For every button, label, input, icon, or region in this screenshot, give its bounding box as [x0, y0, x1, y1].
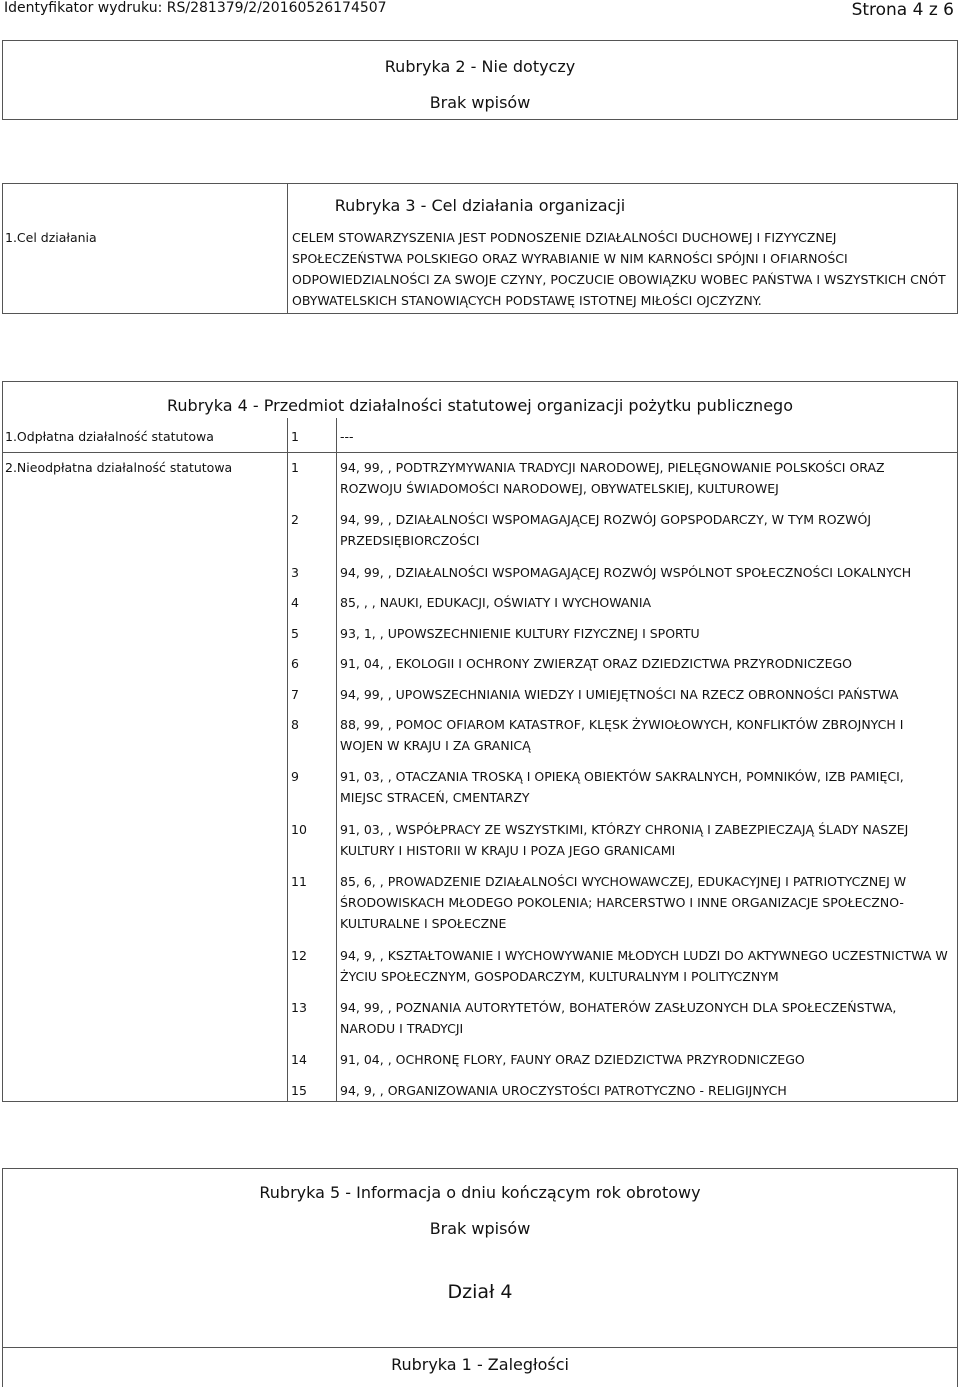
item-number: 11 [291, 874, 307, 889]
rubryka-4-title: Rubryka 4 - Przedmiot działalności statutowej organizacji pożytku publicznego [167, 396, 793, 415]
item-number: 9 [291, 769, 299, 784]
item-text: 93, 1, , UPOWSZECHNIENIE KULTURY FIZYCZNEJ I SPORTU [340, 626, 700, 641]
rubryka-5-note: Brak wpisów [429, 1219, 531, 1238]
item-number: 5 [291, 626, 299, 641]
item-text: 94, 99, , DZIAŁALNOŚCI WSPOMAGAJĄCEJ ROZWÓJ GOPSPODARCZY, W TYM ROZWÓJ PRZEDSIĘBIORCZOŚCI [340, 512, 872, 548]
nieodplatna-label: 2.Nieodpłatna działalność statutowa [5, 460, 233, 475]
cel-dzialania-text: CELEM STOWARZYSZENIA JEST PODNOSZENIE DZIAŁALNOŚCI DUCHOWEJ I FIZYYCZNEJ SPOŁECZEŃSTWA POLSKIEGO ORAZ WYRABIANIE W NIM KARNOŚCI SPÓJNI I OFIARNOŚCI ODPOWIEDZIALNOŚCI ZA SWOJE CZYNY, POCZUCIE OBOWIĄZKU WOBEC PAŃSTWA I WSZYSTKICH CNÓT OBYWATELSKICH STANOWIĄCYCH PODSTAWĘ ISTOTNEJ MIŁOŚCI OJCZYZNY. [292, 230, 946, 308]
odplatna-number: 1 [291, 429, 299, 444]
rubryka-4-section [2, 381, 958, 1102]
item-text: 94, 99, , UPOWSZECHNIANIA WIEDZY I UMIEJĘTNOŚCI NA RZECZ OBRONNOŚCI PAŃSTWA [340, 687, 899, 702]
item-text: 91, 04, , EKOLOGII I OCHRONY ZWIERZĄT ORAZ DZIEDZICTWA PRZYRODNICZEGO [340, 656, 852, 671]
rubryka-2-note: Brak wpisów [429, 93, 531, 112]
item-number: 7 [291, 687, 299, 702]
item-text: 91, 04, , OCHRONĘ FLORY, FAUNY ORAZ DZIEDZICTWA PRZYRODNICZEGO [340, 1052, 805, 1067]
item-number: 8 [291, 717, 299, 732]
item-number: 2 [291, 512, 299, 527]
rubryka-3-title: Rubryka 3 - Cel działania organizacji [334, 196, 626, 215]
item-text: 88, 99, , POMOC OFIAROM KATASTROF, KLĘSK ŻYWIOŁOWYCH, KONFLIKTÓW ZBROJNYCH I WOJEN W KRAJU I ZA GRANICĄ [340, 717, 904, 753]
item-text: 94, 99, , PODTRZYMYWANIA TRADYCJI NARODOWEJ, PIELĘGNOWANIE POLSKOŚCI ORAZ ROZWOJU ŚWIADOMOŚCI NARODOWEJ, OBYWATELSKIEJ, KULTUROWEJ [340, 460, 885, 496]
item-text: 85, 6, , PROWADZENIE DZIAŁALNOŚCI WYCHOWAWCZEJ, EDUKACYJNEJ I PATRIOTYCZNEJ W ŚRODOWISKACH MŁODEGO POKOLENIA; HARCERSTWO I INNE ORGANIZACJE SPOŁECZNO-KULTURALNE I SPOŁECZNE [340, 874, 907, 931]
rubryka-2-title: Rubryka 2 - Nie dotyczy [384, 57, 576, 76]
item-number: 4 [291, 595, 299, 610]
print-header [0, 0, 960, 18]
item-number: 14 [291, 1052, 307, 1067]
item-number: 1 [291, 460, 299, 475]
item-text: 91, 03, , WSPÓŁPRACY ZE WSZYSTKIMI, KTÓRZY CHRONIĄ I ZABEZPIECZAJĄ ŚLADY NASZEJ KULTURY I HISTORII W KRAJU I POZA JEGO GRANICAMI [340, 822, 909, 858]
item-number: 12 [291, 948, 307, 963]
item-number: 13 [291, 1000, 307, 1015]
item-text: 91, 03, , OTACZANIA TROSKĄ I OPIEKĄ OBIEKTÓW SAKRALNYCH, POMNIKÓW, IZB PAMIĘCI, MIEJSC STRACEŃ, CMENTARZY [340, 769, 904, 805]
item-number: 6 [291, 656, 299, 671]
dzial-4-title: Dział 4 [447, 1281, 513, 1303]
odplatna-text: --- [340, 429, 354, 444]
cel-dzialania-label: 1.Cel działania [5, 230, 97, 245]
odplatna-row [3, 418, 957, 452]
rubryka-3-row [2, 222, 958, 314]
dzial-4-rubryka-1-title: Rubryka 1 - Zaległości [391, 1355, 569, 1374]
page-number: Strona 4 z 6 [851, 0, 954, 20]
item-text: 85, , , NAUKI, EDUKACJI, OŚWIATY I WYCHOWANIA [340, 595, 652, 610]
item-text: 94, 99, , POZNANIA AUTORYTETÓW, BOHATERÓW ZASŁUZONYCH DLA SPOŁECZEŃSTWA, NARODU I TRADYCJI [340, 1000, 897, 1036]
column-divider [287, 184, 288, 313]
item-text: 94, 99, , DZIAŁALNOŚCI WSPOMAGAJĄCEJ ROZWÓJ WSPÓLNOT SPOŁECZNOŚCI LOKALNYCH [340, 565, 912, 580]
item-number: 3 [291, 565, 299, 580]
print-identifier: Identyfikator wydruku: RS/281379/2/20160526174507 [4, 0, 387, 16]
nieodplatna-section [3, 452, 957, 1101]
rubryka-2-section [2, 40, 958, 120]
rubryka-5-title: Rubryka 5 - Informacja o dniu kończącym rok obrotowy [259, 1183, 701, 1202]
item-text: 94, 9, , KSZTAŁTOWANIE I WYCHOWYWANIE MŁODYCH LUDZI DO AKTYWNEGO UCZESTNICTWA W ŻYCIU SPOŁECZNYM, GOSPODARCZYM, KULTURALNYM I POLITYCZNYM [340, 948, 948, 984]
item-text: 94, 9, , ORGANIZOWANIA UROCZYSTOŚCI PATROTYCZNO - RELIGIJNYCH [340, 1083, 787, 1098]
dzial-4-rubryka-1-section [2, 1347, 958, 1387]
odplatna-label: 1.Odpłatna działalność statutowa [5, 429, 214, 444]
item-number: 15 [291, 1083, 307, 1098]
item-number: 10 [291, 822, 307, 837]
